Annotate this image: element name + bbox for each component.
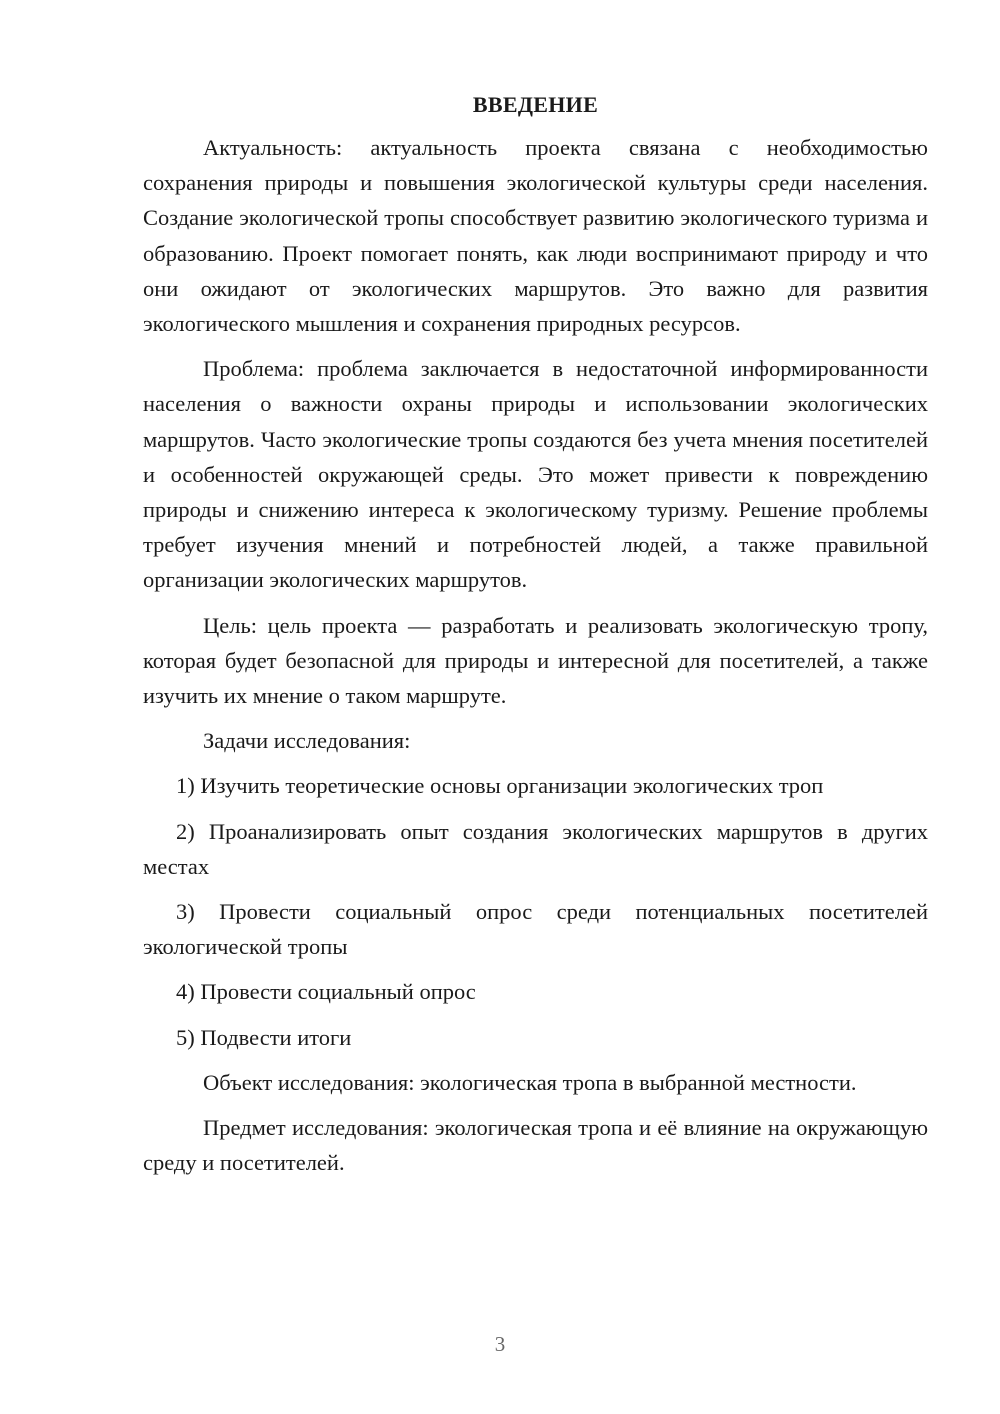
object-paragraph: Объект исследования: экологическая тропа в выбранной местности. (203, 1069, 857, 1095)
page-number: 3 (494, 1332, 506, 1356)
task-item-1: 1) Изучить теоретические основы организации экологических троп (176, 773, 824, 799)
tasks-heading: Задачи исследования: (203, 728, 411, 754)
goal-paragraph: Цель: цель проекта — разработать и реализовать экологическую тропу, которая будет безопасной для природы и интересной для посетителей, а также изучить их мнение о таком маршруте. (143, 612, 928, 709)
document-page (143, 90, 928, 1180)
task-item-3: 3) Провести социальный опрос среди потенциальных посетителей экологической тропы (143, 899, 928, 960)
page-title: ВВЕДЕНИЕ (472, 92, 599, 117)
problem-paragraph: Проблема: проблема заключается в недостаточной информированности населения о важности охраны природы и использовании экологических маршрутов. Часто экологические тропы создаются без учета мнения посетителей и особенностей окружающей среды. Это может привести к повреждению природы и снижению интереса к экологическому туризму. Решение проблемы требует изучения мнений и потребностей людей, а также правильной организации экологических маршрутов. (143, 356, 928, 593)
relevance-paragraph: Актуальность: актуальность проекта связана с необходимостью сохранения природы и повышения экологической культуры среди населения. Создание экологической тропы способствует развитию экологического туризма и образованию. Проект помогает понять, как люди воспринимают природу и что они ожидают от экологических маршрутов. Это важно для развития экологического мышления и сохранения природных ресурсов. (143, 135, 928, 337)
subject-paragraph: Предмет исследования: экологическая тропа и её влияние на окружающую среду и посетителей. (143, 1115, 928, 1176)
task-item-5: 5) Подвести итоги (176, 1024, 352, 1050)
task-item-2: 2) Проанализировать опыт создания экологических маршрутов в других местах (143, 818, 928, 879)
task-item-4: 4) Провести социальный опрос (176, 979, 476, 1005)
